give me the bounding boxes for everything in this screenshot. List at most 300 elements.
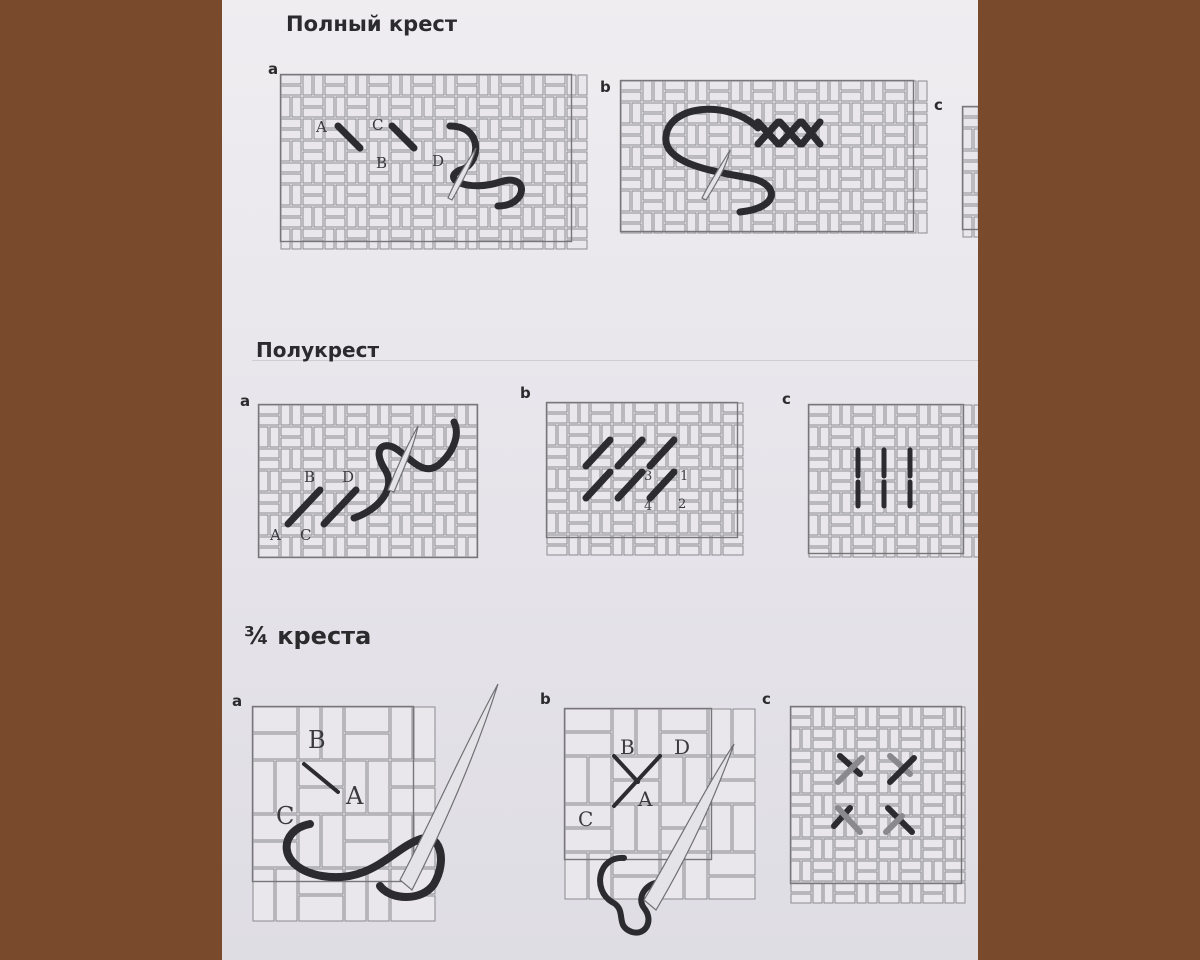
canvas-cell [723,425,732,445]
canvas-cell [657,524,677,533]
canvas-cell [764,147,773,167]
canvas-cell [413,86,433,95]
canvas-cell [259,493,279,502]
canvas-cell [901,707,910,727]
canvas-cell [824,839,833,859]
canvas-cell [923,883,943,892]
canvas-cell [347,185,367,194]
canvas-cell [457,86,477,95]
canvas-cell [325,97,334,117]
canvas-cell [809,515,818,535]
stitch-letter: A [270,526,281,544]
canvas-cell [879,718,899,727]
canvas-cell [945,795,954,815]
canvas-cell [347,427,356,447]
canvas-cell [665,191,674,211]
canvas-cell [281,185,290,205]
canvas-cell [391,196,411,205]
canvas-cell [567,229,587,238]
canvas-cell [723,414,743,423]
canvas-cell [842,493,851,513]
canvas-cell [347,196,367,205]
canvas-cell [863,103,883,112]
canvas-cell [402,207,411,227]
canvas-cell [621,92,641,101]
canvas-cell [259,449,279,458]
canvas-cell [512,229,521,249]
canvas-cell [874,125,883,145]
canvas-cell [325,229,334,249]
three-quarter-thread-b [584,740,744,944]
canvas-cell [753,92,773,101]
canvas-cell [885,125,905,134]
canvas-cell [413,493,422,513]
canvas-cell [791,729,800,749]
canvas-cell [336,537,345,557]
canvas-cell [963,162,978,171]
canvas-cell [591,513,600,533]
canvas-cell [831,449,840,469]
canvas-cell [809,416,829,425]
canvas-cell [303,97,323,106]
canvas-cell [701,480,721,489]
canvas-cell [879,850,899,859]
canvas-cell [569,469,589,478]
canvas-cell [701,469,721,478]
canvas-cell [281,229,290,249]
canvas-cell [930,493,939,513]
canvas-cell [336,449,345,469]
canvas-cell [303,185,323,194]
canvas-cell [919,405,928,425]
canvas-cell [841,147,850,167]
canvas-cell [632,103,641,123]
canvas-cell [402,163,411,183]
canvas-cell [325,207,345,216]
canvas-cell [325,185,334,205]
canvas-cell [701,513,721,522]
canvas-cell [613,403,622,423]
canvas-cell [665,169,685,178]
canvas-cell [797,81,817,90]
canvas-cell [897,548,917,557]
canvas-cell [578,75,587,95]
canvas-cell [292,449,301,469]
canvas-cell [657,513,677,522]
canvas-cell [687,147,707,156]
canvas-cell [841,103,850,123]
stitch-number: 3 [644,469,653,484]
canvas-cell [380,229,389,249]
canvas-cell [654,81,663,101]
canvas-cell [292,97,301,117]
canvas-cell [336,141,345,161]
canvas-cell [281,130,301,139]
canvas-cell [841,213,861,222]
canvas-cell [901,729,921,738]
canvas-cell [281,537,290,557]
canvas-cell [635,403,655,412]
canvas-cell [413,75,433,84]
canvas-cell [819,158,839,167]
canvas-cell [613,469,633,478]
canvas-cell [259,460,279,469]
canvas-cell [679,513,688,533]
canvas-cell [369,97,378,117]
canvas-cell [479,207,488,227]
canvas-grid [621,81,927,233]
canvas-cell [830,125,839,145]
canvas-cell [369,75,389,84]
canvas-cell [391,185,411,194]
canvas-cell [665,213,685,222]
canvas-cell [709,136,729,145]
canvas-cell [457,97,466,117]
canvas-cell [259,515,268,535]
canvas-cell [621,180,641,189]
canvas-cell [701,436,721,445]
panel-label: a [240,392,251,410]
canvas-cell [742,213,751,233]
canvas-cell [941,548,961,557]
canvas-cell [545,207,565,216]
canvas-cell [809,471,818,491]
canvas-cell [907,114,927,123]
canvas-cell [941,504,961,513]
panel-label: b [600,78,611,96]
canvas-cell [846,861,855,881]
canvas-cell [813,861,833,870]
canvas-cell [281,493,290,513]
canvas-cell [391,108,411,117]
canvas-cell [259,405,279,414]
canvas-cell [841,92,861,101]
canvas-cell [303,108,323,117]
canvas-cell [875,405,884,425]
canvas-cell [775,81,784,101]
canvas-cell [901,872,921,881]
canvas-cell [709,92,729,101]
canvas-cell [591,414,611,423]
canvas-cell [791,817,800,837]
canvas-cell [941,427,950,447]
canvas-cell [868,751,877,771]
canvas-cell [791,894,811,903]
canvas-cell [701,524,721,533]
canvas-cell [281,218,301,227]
canvas-cell [643,81,652,101]
canvas-cell [391,537,411,546]
canvas-cell [690,425,699,445]
canvas-cell [281,75,301,84]
canvas-cell [457,141,466,161]
canvas-cell [863,147,883,156]
canvas-cell [901,861,921,870]
canvas-cell [857,861,877,870]
canvas-cell [668,491,677,511]
canvas-cell [853,537,873,546]
canvas-cell [457,449,466,469]
canvas-cell [890,729,899,749]
canvas-cell [963,118,978,127]
canvas-cell [907,191,927,200]
canvas-cell [712,403,721,423]
canvas-cell [435,207,444,227]
canvas-cell [808,103,817,123]
canvas-cell [709,81,729,90]
canvas-cell [523,196,543,205]
canvas-cell [918,169,927,189]
canvas-cell [567,196,587,205]
canvas-cell [802,817,811,837]
canvas-cell [281,141,290,161]
canvas-cell [523,163,532,183]
canvas-cell [934,773,943,793]
canvas-cell [919,482,939,491]
canvas-cell [819,103,839,112]
canvas-cell [791,861,800,881]
canvas-cell [886,449,895,469]
canvas-cell [831,515,851,524]
canvas-cell [303,548,323,557]
canvas-cell [602,513,611,533]
canvas-cell [435,493,455,502]
stitch-letter: C [300,526,312,544]
canvas-cell [292,185,301,205]
canvas-cell [369,537,378,557]
canvas-cell [567,141,587,150]
canvas-cell [446,75,455,95]
canvas-cell [591,403,611,412]
canvas-cell [864,515,873,535]
canvas-cell [687,125,696,145]
canvas-cell [391,163,400,183]
canvas-cell [380,185,389,205]
canvas-cell [802,773,811,793]
half-cross-diagram-b [546,402,738,538]
canvas-cell [281,405,290,425]
canvas-cell [824,707,833,727]
canvas-cell [545,185,554,205]
canvas-cell [813,839,822,859]
canvas-cell [314,75,323,95]
canvas-cell [545,218,565,227]
canvas-cell [897,537,917,546]
canvas-cell [413,482,433,491]
canvas-cell [731,191,751,200]
canvas-cell [698,81,707,101]
canvas-cell [863,114,883,123]
canvas-cell [885,180,905,189]
canvas-cell [813,740,833,749]
canvas-cell [835,861,844,881]
canvas-cell [545,86,565,95]
canvas-cell [908,515,917,535]
canvas-cell [578,119,587,139]
canvas-cell [885,169,905,178]
canvas-cell [723,546,743,555]
canvas-cell [679,425,688,445]
section-title-half-cross: Полукрест [256,338,380,362]
canvas-cell [413,174,433,183]
canvas-cell [523,185,543,194]
canvas-cell [479,75,488,95]
canvas-cell [569,491,578,511]
stitch-letter: D [432,152,445,170]
canvas-cell [413,515,433,524]
canvas-cell [457,405,466,425]
canvas-cell [963,449,972,469]
canvas-cell [490,75,499,95]
canvas-cell [380,405,389,425]
canvas-cell [952,471,961,491]
canvas-cell [391,548,411,557]
canvas-cell [657,425,677,434]
canvas-cell [901,883,910,903]
canvas-cell [413,97,422,117]
canvas-cell [281,449,290,469]
canvas-cell [567,152,587,161]
canvas-grid [809,405,978,557]
canvas-cell [569,524,589,533]
canvas-cell [336,405,345,425]
canvas-cell [923,795,943,804]
canvas-cell [687,213,696,233]
canvas-cell [890,861,899,881]
canvas-cell [952,515,961,535]
canvas-cell [885,136,905,145]
canvas-cell [621,169,641,178]
canvas-cell [613,513,633,522]
canvas-cell [723,458,743,467]
canvas-cell [281,427,301,436]
canvas-cell [901,795,910,815]
canvas-cell [907,103,927,112]
canvas-cell [435,515,444,535]
canvas-cell [885,81,905,90]
canvas-cell [435,119,444,139]
canvas-cell [468,229,477,249]
canvas-cell [963,195,978,204]
canvas-cell [918,213,927,233]
canvas-cell [701,403,710,423]
canvas-cell [923,839,943,848]
canvas-cell [303,229,323,238]
canvas-cell [391,515,400,535]
canvas-cell [676,191,685,211]
canvas-cell [963,107,978,116]
stitch-letter: A [316,118,327,136]
canvas-cell [923,751,943,760]
canvas-cell [679,546,699,555]
canvas-cell [813,817,833,826]
canvas-cell [292,405,301,425]
canvas-cell [819,202,839,211]
canvas-cell [479,141,499,150]
canvas-cell [325,449,334,469]
stitch-number: 4 [644,499,653,514]
canvas-cell [547,469,556,489]
canvas-cell [809,548,829,557]
canvas-cell [325,174,345,183]
canvas-cell [547,425,556,445]
canvas-cell [661,709,707,731]
canvas-cell [912,795,921,815]
canvas-cell [956,839,965,859]
canvas-cell [643,103,663,112]
canvas-cell [809,405,829,414]
canvas-cell [841,169,861,178]
canvas-cell [545,174,565,183]
canvas-cell [325,141,334,161]
panel-label: c [782,390,791,408]
canvas-cell [857,729,877,738]
canvas-cell [919,427,939,436]
canvas-cell [347,75,356,95]
stitch-letter: B [376,154,388,172]
canvas-cell [945,839,954,859]
three-quarter-diagram-c [790,706,962,884]
canvas-cell [941,515,950,535]
canvas-cell [907,81,916,101]
canvas-cell [665,180,685,189]
canvas-cell [934,817,943,837]
stitch-letter: A [346,782,364,810]
canvas-cell [391,416,411,425]
canvas-cell [468,449,477,469]
canvas-cell [643,158,663,167]
canvas-cell [808,147,817,167]
canvas-cell [679,414,699,423]
canvas-cell [580,403,589,423]
canvas-cell [819,213,828,233]
canvas-cell [567,185,587,194]
canvas-cell [723,403,743,412]
canvas-cell [879,729,888,749]
canvas-cell [569,447,578,467]
canvas-cell [919,526,939,535]
canvas-cell [259,548,279,557]
canvas-cell [347,405,367,414]
canvas-cell [369,185,378,205]
canvas-cell [885,103,894,123]
canvas-cell [897,449,917,458]
canvas-cell [547,414,567,423]
canvas-cell [358,75,367,95]
canvas-cell [435,75,444,95]
canvas-cell [687,202,707,211]
canvas-grid [259,405,477,557]
canvas-cell [259,427,268,447]
canvas-cell [897,471,906,491]
canvas-cell [545,97,554,117]
canvas-cell [687,169,696,189]
canvas-cell [919,515,939,524]
canvas-cell [380,97,389,117]
canvas-cell [679,403,699,412]
canvas-cell [347,548,367,557]
canvas-cell [413,438,433,447]
canvas-cell [923,773,932,793]
full-cross-diagram-a [280,74,572,242]
canvas-cell [679,447,699,456]
panel-label: a [232,692,243,710]
canvas-cell [391,493,411,502]
canvas-cell [831,471,851,480]
canvas-cell [413,163,433,172]
canvas-cell [897,427,906,447]
canvas-cell [556,185,565,205]
